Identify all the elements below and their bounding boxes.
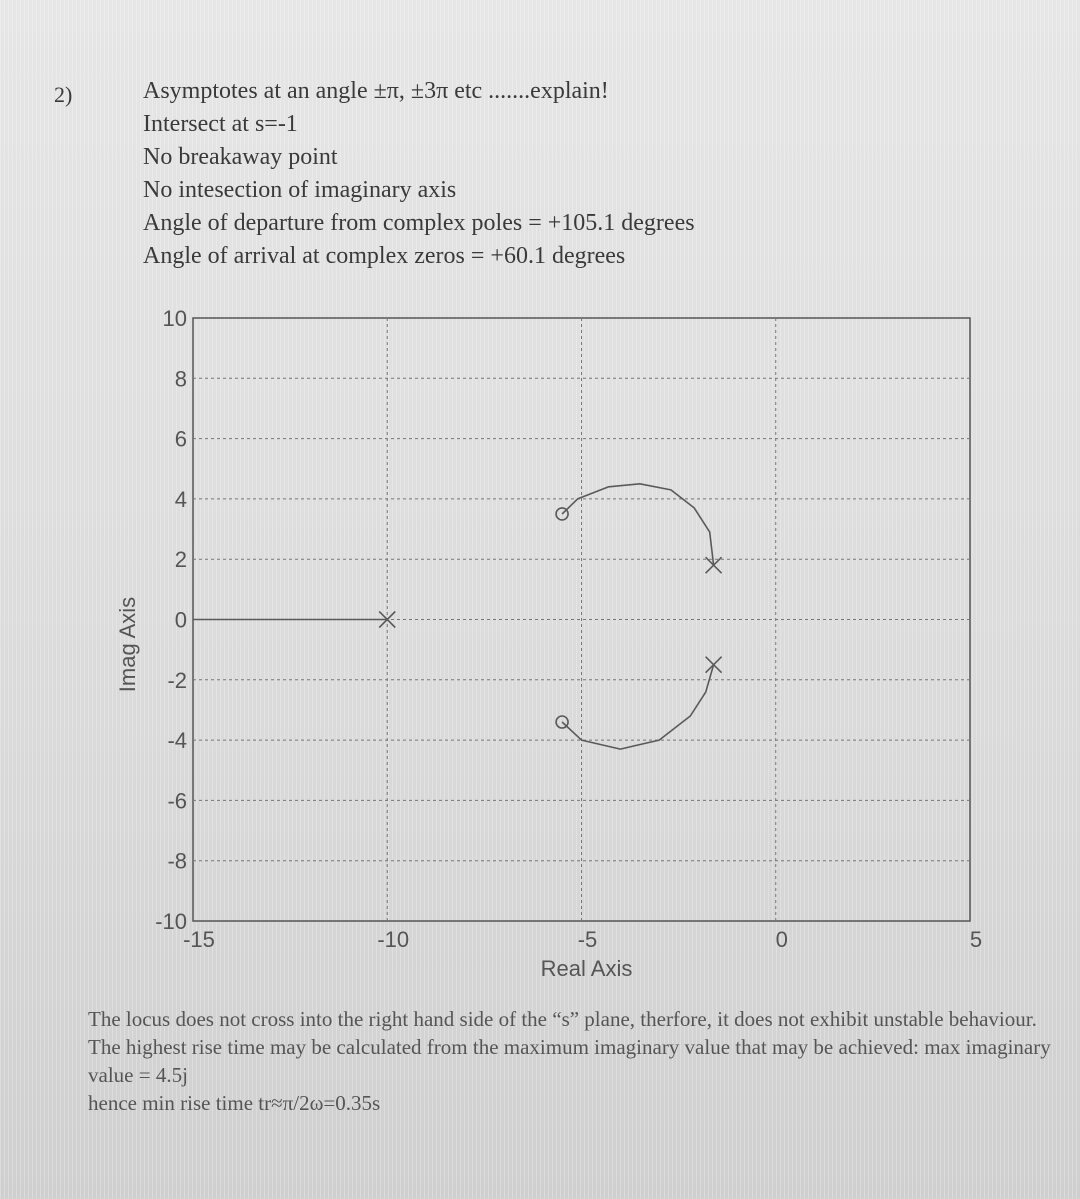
locus-branch	[562, 665, 714, 749]
locus-branches	[193, 484, 714, 749]
y-axis-label: Imag Axis	[115, 596, 140, 693]
x-tick-label: 0	[775, 927, 788, 952]
note-departure-angle: Angle of departure from complex poles = +105.1 degrees	[143, 210, 695, 236]
y-tick-label: 2	[174, 547, 187, 573]
x-tick-label: -15	[183, 927, 215, 952]
y-tick-label: 10	[162, 306, 187, 331]
x-tick-label: 5	[969, 927, 983, 952]
y-tick-label: 0	[174, 607, 187, 633]
zero-marker	[556, 508, 568, 520]
y-tick-label: 6	[174, 426, 187, 452]
pole-zero-markers	[379, 508, 721, 728]
note-breakaway: No breakaway point	[143, 144, 338, 170]
note-intersect: Intersect at s=-1	[143, 111, 298, 137]
x-axis-label: Real Axis	[540, 956, 633, 981]
conclusion-min-rise-time: hence min rise time tr≈π/2ω=0.35s	[88, 1091, 381, 1115]
x-tick-label: -10	[377, 927, 410, 952]
conclusion-text	[88, 1005, 1058, 1117]
question-number: 2)	[54, 82, 73, 107]
conclusion-rise-time: The highest rise time may be calculated from the maximum imaginary value that may be achieved: max imaginary value = 4.5j	[88, 1035, 1051, 1087]
tick-labels	[155, 306, 982, 952]
y-tick-label: -8	[167, 848, 187, 874]
locus-branch	[562, 484, 714, 565]
y-tick-label: -2	[167, 667, 187, 693]
y-tick-label: 8	[174, 366, 187, 392]
note-asymptotes: Asymptotes at an angle ±π, ±3π etc .......explain!	[143, 78, 609, 104]
y-tick-label: -6	[167, 788, 187, 814]
y-tick-label: 4	[174, 486, 187, 512]
y-tick-label: -4	[167, 728, 187, 754]
x-tick-label: -5	[577, 927, 598, 952]
conclusion-stability: The locus does not cross into the right hand side of the “s” plane, therfore, it does not exhibit unstable behaviour.	[88, 1007, 1037, 1031]
note-imag-axis: No intesection of imaginary axis	[143, 177, 457, 203]
y-tick-label: -10	[155, 909, 187, 934]
pole-marker	[706, 657, 722, 673]
zero-marker	[556, 716, 568, 728]
note-arrival-angle: Angle of arrival at complex zeros = +60.1 degrees	[143, 243, 626, 269]
